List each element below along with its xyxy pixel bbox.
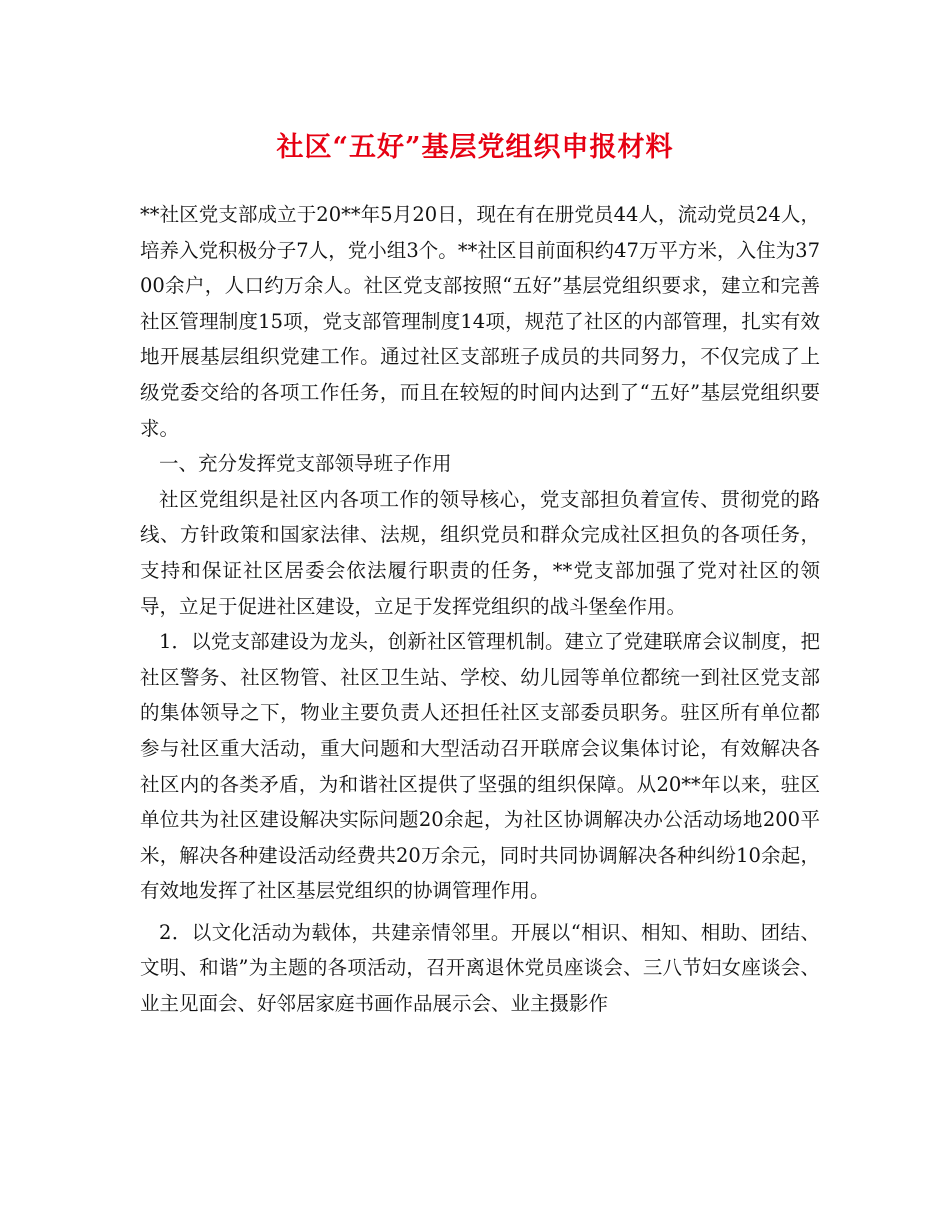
paragraph-item-2: 2．以文化活动为载体，共建亲情邻里。开展以“相识、相知、相助、团结、文明、和谐”为主题的各项活动，召开离退休党员座谈会、三八节妇女座谈会、业主见面会、好邻居家庭书画作品展示会、业主摄影作 bbox=[140, 920, 820, 1016]
section-heading-1: 一、充分发挥党支部领导班子作用 bbox=[159, 452, 452, 476]
document-title: 社区“五好”基层党组织申报材料 bbox=[276, 132, 674, 163]
paragraph-item-1: 1．以党支部建设为龙头，创新社区管理机制。建立了党建联席会议制度，把社区警务、社区物管、社区卫生站、学校、幼儿园等单位都统一到社区党支部的集体领导之下，物业主要负责人还担任社区支部委员职务。驻区所有单位都参与社区重大活动，重大问题和大型活动召开联席会议集体讨论，有效解决各社区内的各类矛盾，为和谐社区提供了坚强的组织保障。从20**年以来，驻区单位共为社区建设解决实际问题20余起，为社区协调解决办公活动场地200平米，解决各种建设活动经费共20万余元，同时共同协调解决各种纠纷10余起，有效地发挥了社区基层党组织的协调管理作用。 bbox=[140, 630, 820, 903]
paragraph-section-1: 社区党组织是社区内各项工作的领导核心，党支部担负着宣传、贯彻党的路线、方针政策和国家法律、法规，组织党员和群众完成社区担负的各项任务，支持和保证社区居委会依法履行职责的任务，**党支部加强了党对社区的领导，立足于促进社区建设，立足于发挥党组织的战斗堡垒作用。 bbox=[140, 487, 820, 618]
paragraph-intro: **社区党支部成立于20**年5月20日，现在有在册党员44人，流动党员24人，培养入党积极分子7人，党小组3个。**社区目前面积约47万平方米，入住为3700余户，人口约万余人。社区党支部按照“五好”基层党组织要求，建立和完善社区管理制度15项，党支部管理制度14项，规范了社区的内部管理，扎实有效地开展基层组织党建工作。通过社区支部班子成员的共同努力，不仅完成了上级党委交给的各项工作任务，而且在较短的时间内达到了“五好”基层党组织要求。 bbox=[140, 203, 820, 440]
document-body bbox=[140, 197, 820, 1022]
